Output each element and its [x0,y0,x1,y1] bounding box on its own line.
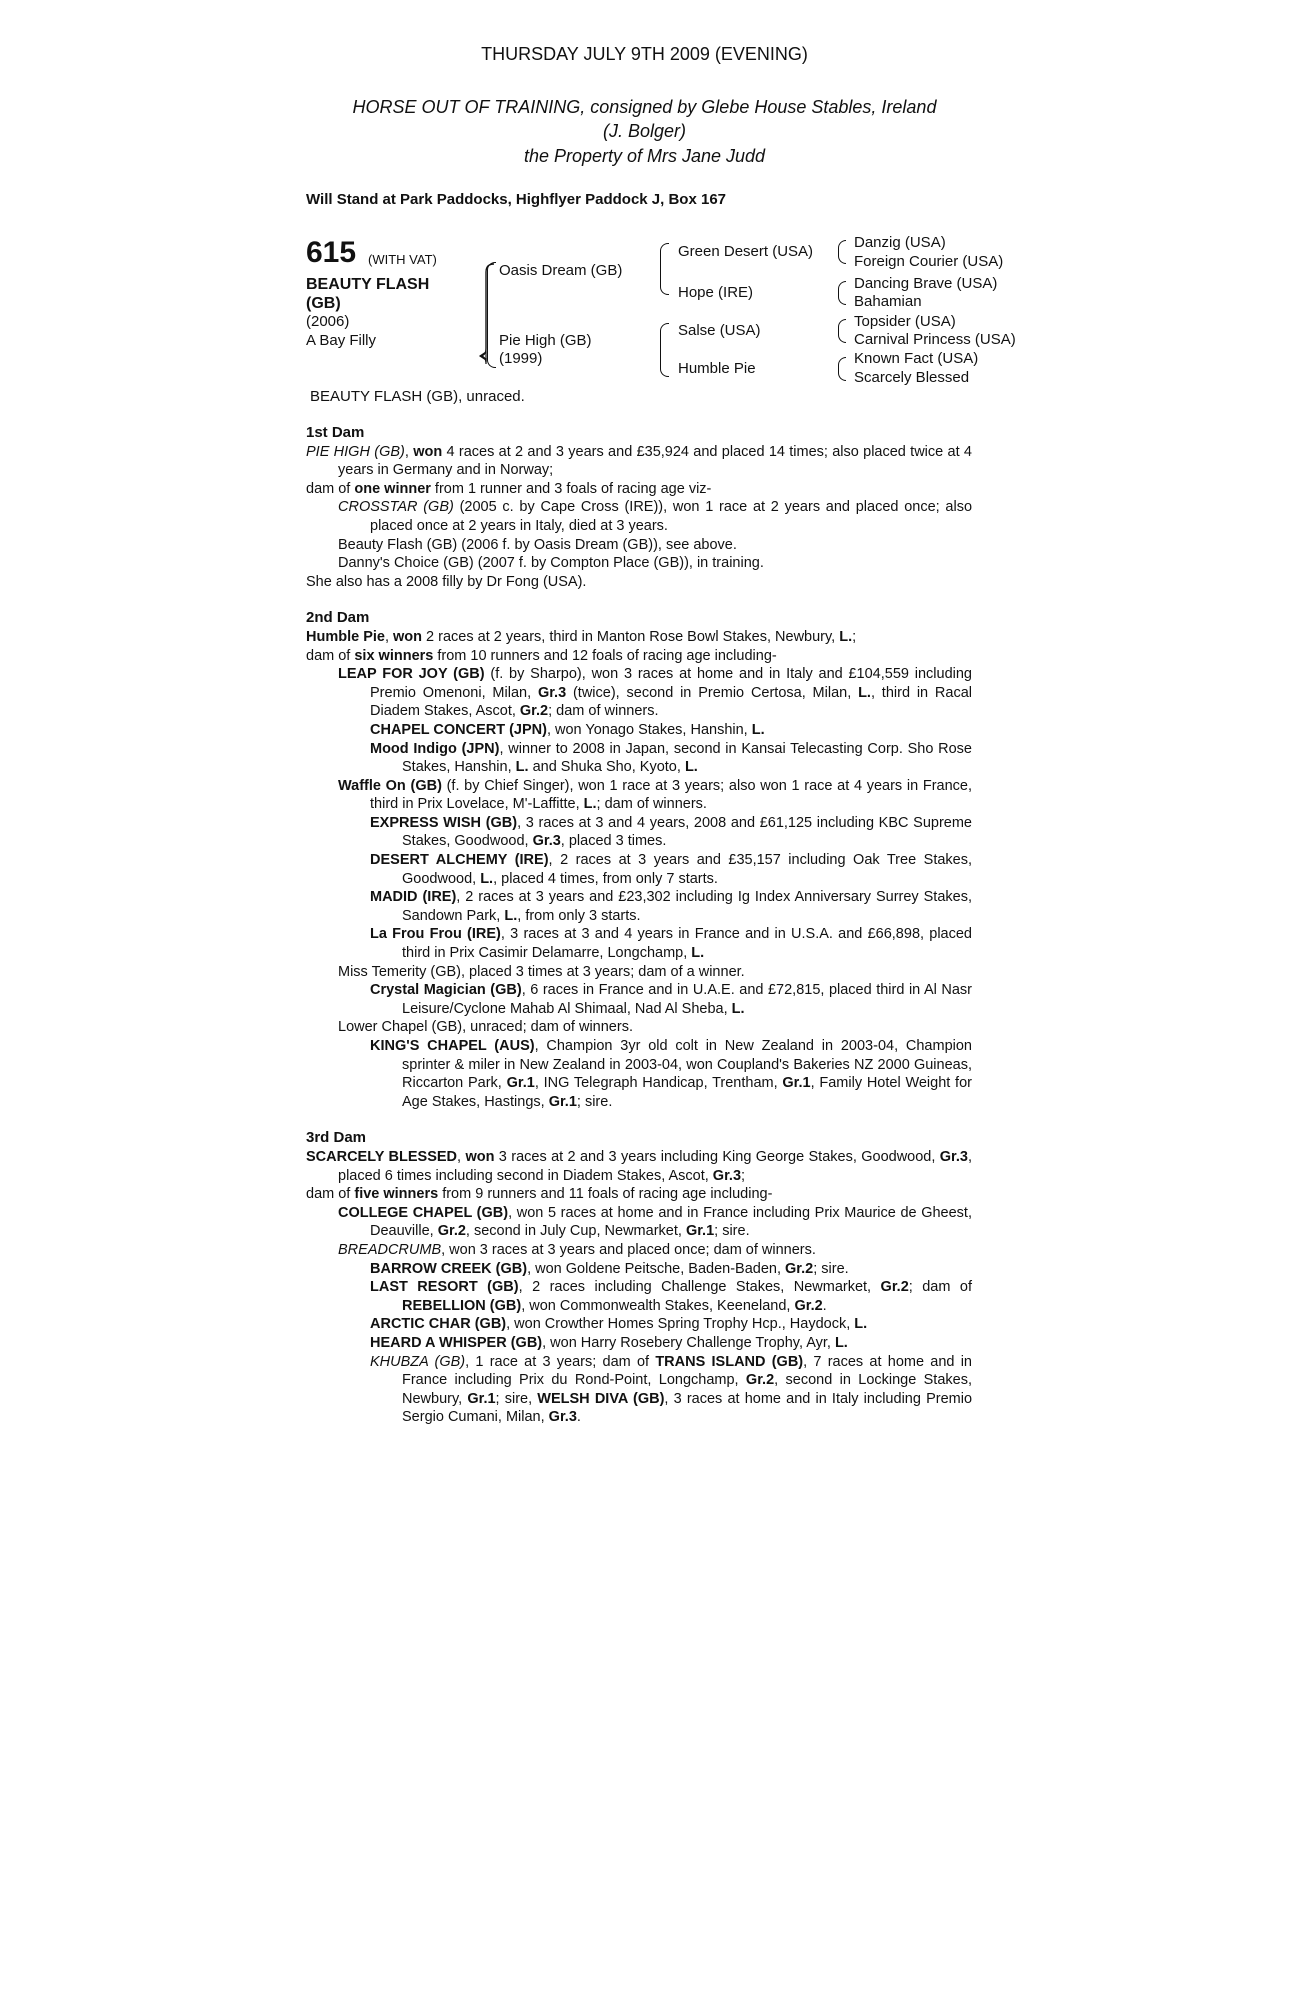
text: (f. by Chief Singer), won 1 race at 3 years; also won 1 race at 4 years in France, third in Prix Lovelace, M'-Laffitte, [370,777,973,813]
produce-waffle-on [306,777,972,814]
text: , 7 races at home and in France including Prix du Rond-Point, Longchamp, [402,1353,972,1389]
text: , Family Hotel Weight for Age Stakes, Hastings, [402,1075,972,1110]
dam2-record [306,628,972,647]
dam-name: Pie High (GB) [499,332,592,349]
text: ; sire, [495,1390,538,1407]
dam1-also-has: She also has a 2008 filly by Dr Fong (USA). [306,573,587,590]
listed-badge: L. [684,759,698,776]
text: ; dam of [908,1279,972,1296]
pedigree-gen2-3: Salse (USA) [678,322,761,339]
text: , 2 races at 3 years and £23,302 including Ig Index Anniversary Surrey Stakes, Sandown Park, [402,889,972,924]
produce-desert-alchemy [306,851,972,888]
produce-miss-temerity: Miss Temerity (GB), placed 3 times at 3 years; dam of a winner. [338,963,745,980]
text: ; dam of winners. [548,703,659,720]
sale-date: THURSDAY JULY 9TH 2009 (EVENING) [481,44,808,64]
bracket-hope [838,281,846,305]
grade-badge: Gr.2 [745,1372,775,1389]
stand-location: Will Stand at Park Paddocks, Highflyer Paddock J, Box 167 [306,191,726,208]
pedigree-gen2-1: Green Desert (USA) [678,243,814,260]
bracket-salse [838,319,846,343]
text: 2 races at 2 years, third in Manton Rose Bowl Stakes, Newbury, [422,628,840,645]
text: from 9 runners and 11 foals of racing age including- [438,1186,773,1203]
horse-description: A Bay Filly [306,332,377,349]
section-title-3rd-dam: 3rd Dam [306,1129,367,1147]
text: . [576,1409,581,1426]
produce-name: TRANS ISLAND (GB) [655,1353,804,1370]
text: (f. by Sharpo), won 3 races at home and in Italy and £104,559 including Premio Omenoni, Milan, [370,666,972,701]
grade-badge: Gr.3 [537,684,567,701]
produce-name: Crystal Magician (GB) [370,982,522,999]
pedigree-gen3-6: Carnival Princess (USA) [854,331,1016,348]
dam3-produce [306,1185,972,1204]
produce-name: EXPRESS WISH (GB) [370,814,518,831]
pedigree-gen3-7: Known Fact (USA) [854,350,979,367]
listed-badge: L. [480,870,494,887]
text: , 2 races including Challenge Stakes, Newmarket, [518,1279,881,1296]
grade-badge: Gr.1 [467,1390,496,1407]
produce-last-resort [306,1278,972,1315]
text: ; sire. [714,1223,750,1240]
grade-badge: Gr.3 [939,1148,968,1165]
pedigree-brackets [0,0,1289,400]
dam1-produce [306,480,972,499]
text: , third in Racal Diadem Stakes, Ascot, [370,684,973,720]
text: dam of [306,647,355,664]
text: from 10 runners and 12 foals of racing age including- [433,647,777,664]
produce-leap-for-joy [306,665,972,721]
produce-crystal-magician [306,981,972,1018]
produce-name: REBELLION (GB) [402,1297,522,1314]
pedigree-gen3-3: Dancing Brave (USA) [854,275,998,292]
sire-line-bracket [660,243,669,295]
dam-name: PIE HIGH (GB) [306,443,405,460]
produce-name: BREADCRUMB [338,1241,442,1258]
lot-summary: BEAUTY FLASH (GB), unraced. [310,388,525,405]
text: , 3 races at home and in Italy including Premio Sergio Cumani, Milan, [402,1390,973,1426]
text: , placed 3 times. [560,833,667,850]
text: , won Goldene Peitsche, Baden-Baden, [527,1260,786,1277]
text: , 1 race at 3 years; dam of [465,1353,656,1370]
produce-madid [306,888,972,925]
text: , won Crowther Homes Spring Trophy Hcp., Haydock, [506,1316,855,1333]
produce-name: WELSH DIVA (GB) [537,1390,665,1407]
pedigree-gen2-2: Hope (IRE) [678,284,754,301]
grade-badge: Gr.2 [880,1279,909,1296]
pedigree-gen3-4: Bahamian [854,293,922,310]
produce-lower-chapel: Lower Chapel (GB), unraced; dam of winners. [338,1019,633,1036]
separator: , [404,443,414,460]
pedigree-gen3-5: Topsider (USA) [854,313,956,330]
produce-la-frou-frou [306,925,972,962]
grade-badge: Gr.3 [548,1409,577,1426]
bracket-humble-pie [838,357,846,381]
dam-line-bracket [660,323,669,377]
produce-name: DESERT ALCHEMY (IRE) [370,852,549,869]
listed-badge: L. [583,796,597,813]
text: from 1 runner and 3 foals of racing age viz- [430,480,712,497]
produce-name: KHUBZA (GB) [370,1353,466,1370]
dam1-record [306,443,972,480]
produce-name: ARCTIC CHAR (GB) [370,1316,507,1333]
text: (2005 c. by Cape Cross (IRE)), won 1 race at 2 years and placed once; also placed once at 2 years in Italy, died at 3 years. [370,499,973,534]
won-label: won [393,628,423,645]
text: , won Yonago Stakes, Hanshin, [546,721,752,738]
text: ; dam of winners. [596,796,707,813]
text: , won Commonwealth Stakes, Keeneland, [521,1297,795,1314]
produce-kings-chapel [306,1037,972,1111]
produce-barrow-creek [306,1260,972,1279]
section-title-2nd-dam: 2nd Dam [306,609,370,627]
text: ; sire. [813,1260,849,1277]
dam3-record [306,1148,972,1185]
text: (twice), second in Premio Certosa, Milan, [566,684,859,701]
text: , won 5 races at home and in France including Prix Maurice de Gheest, Deauville, [370,1204,972,1240]
produce-name: HEARD A WHISPER (GB) [370,1334,543,1351]
listed-badge: L. [751,721,765,738]
won-label: won [413,443,443,460]
text: , 3 races at 3 and 4 years in France and in U.S.A. and £66,898, placed third in Prix Casimir Delamarre, Longchamp, [402,926,972,962]
text: , 2 races at 3 years and £35,157 including Oak Tree Stakes, Goodwood, [402,852,973,887]
text: dam of [306,480,355,497]
text: , won Harry Rosebery Challenge Trophy, Ayr, [542,1334,835,1351]
grade-badge: Gr.1 [782,1075,811,1092]
produce-name: KING'S CHAPEL (AUS) [370,1038,535,1054]
produce-khubza [306,1353,972,1427]
dam-name: SCARCELY BLESSED [306,1148,458,1165]
text: dam of [306,1186,355,1203]
listed-badge: L. [691,945,705,962]
text: , winner to 2008 in Japan, second in Kansai Telecasting Corp. Sho Rose Stakes, Hanshin, [402,740,972,776]
produce-name: CROSSTAR (GB) [338,499,454,516]
section-title-1st-dam: 1st Dam [306,424,365,441]
separator: , [384,628,394,645]
produce-name: CHAPEL CONCERT (JPN) [370,721,547,738]
pedigree-gen3-2: Foreign Courier (USA) [854,253,1004,270]
grade-badge: Gr.3 [712,1167,742,1184]
produce-name: BARROW CREEK (GB) [370,1260,528,1277]
listed-badge: L. [858,684,871,701]
produce-crosstar [306,498,972,535]
grade-badge: Gr.2 [785,1260,814,1277]
pedigree-gen2-4: Humble Pie [678,360,756,377]
horse-name-line-2: (GB) [306,295,341,312]
produce-name: Mood Indigo (JPN) [370,740,500,757]
produce-name: La Frou Frou (IRE) [370,926,501,943]
produce-beauty-flash: Beauty Flash (GB) (2006 f. by Oasis Dream (GB)), see above. [338,536,737,553]
sire-dam-bracket [487,262,496,368]
text: , second in Lockinge Stakes, Newbury, [402,1372,972,1407]
catalogue-body [306,424,972,1427]
text: , won 3 races at 3 years and placed once; dam of winners. [441,1241,816,1258]
produce-heard-a-whisper [306,1334,972,1353]
separator: , [457,1148,466,1165]
horse-name-line-1: BEAUTY FLASH [306,276,430,293]
lot-number: 615 [306,236,357,269]
winner-count: six winners [354,647,434,664]
grade-badge: Gr.3 [532,833,561,850]
listed-badge: L. [854,1316,868,1333]
grade-badge: Gr.2 [519,703,549,720]
listed-badge: L. [839,628,853,645]
text: , Champion 3yr old colt in New Zealand in 2003-04, Champion sprinter & miler in New Zealand in 2003-04, won Coupland's Bakeries NZ 2000 Guineas, Riccarton Park, [402,1038,972,1092]
consignment-line-1: HORSE OUT OF TRAINING, consigned by Glebe House Stables, Ireland [352,97,937,117]
produce-college-chapel [306,1204,972,1241]
produce-chapel-concert [306,721,972,740]
dam2-produce [306,647,972,666]
sire-name: Oasis Dream (GB) [499,262,623,279]
text: , second in July Cup, Newmarket, [465,1223,686,1240]
pedigree-gen3-1: Danzig (USA) [854,234,946,251]
dam-name: Humble Pie [306,628,385,645]
produce-name: Waffle On (GB) [338,777,442,794]
text: ; sire. [576,1093,613,1110]
grade-badge: Gr.2 [794,1297,823,1314]
record-text: 4 races at 2 and 3 years and £35,924 and placed 14 times; also placed twice at 4 years in Germany and in Norway; [338,443,972,479]
text: , from only 3 starts. [517,907,641,924]
listed-badge: L. [504,907,518,924]
dam-year: (1999) [499,350,543,367]
text: , 3 races at 3 and 4 years, 2008 and £61,125 including KBC Supreme Stakes, Goodwood, [402,814,972,850]
produce-express-wish [306,814,972,851]
consignment-line-2: (J. Bolger) [602,121,687,141]
text: , placed 6 times including second in Diadem Stakes, Ascot, [338,1148,973,1184]
grade-badge: Gr.2 [437,1223,466,1240]
produce-mood-indigo [306,740,972,777]
listed-badge: L. [834,1334,848,1351]
property-line: the Property of Mrs Jane Judd [523,146,766,166]
grade-badge: Gr.1 [548,1093,577,1110]
foaling-year: (2006) [306,313,350,330]
text: , 6 races in France and in U.A.E. and £72,815, placed third in Al Nasr Leisure/Cyclone Mahab Al Shimaal, Nad Al Sheba, [402,982,973,1017]
text: ; [741,1167,746,1184]
text: , placed 4 times, from only 7 starts. [493,870,718,887]
listed-badge: L. [515,759,529,776]
winner-count: one winner [354,480,431,497]
text: ; [852,628,857,645]
winner-count: five winners [354,1186,439,1203]
text: . [822,1297,827,1314]
produce-breadcrumb [306,1241,972,1260]
produce-name: LAST RESORT (GB) [370,1279,519,1296]
grade-badge: Gr.1 [506,1075,535,1092]
produce-name: COLLEGE CHAPEL (GB) [338,1204,509,1221]
text: , ING Telegraph Handicap, Trentham, [534,1075,783,1092]
text: and Shuka Sho, Kyoto, [528,759,685,776]
bracket-green-desert [838,240,846,264]
grade-badge: Gr.1 [685,1223,715,1240]
produce-name: LEAP FOR JOY (GB) [338,666,485,683]
produce-arctic-char [306,1315,972,1334]
won-label: won [465,1148,495,1165]
vat-label: (WITH VAT) [368,252,437,267]
produce-name: MADID (IRE) [370,889,457,906]
listed-badge: L. [731,1000,745,1017]
produce-dannys-choice: Danny's Choice (GB) (2007 f. by Compton Place (GB)), in training. [338,555,764,572]
text: 3 races at 2 and 3 years including King George Stakes, Goodwood, [494,1148,940,1165]
pedigree-gen3-8: Scarcely Blessed [854,369,970,386]
